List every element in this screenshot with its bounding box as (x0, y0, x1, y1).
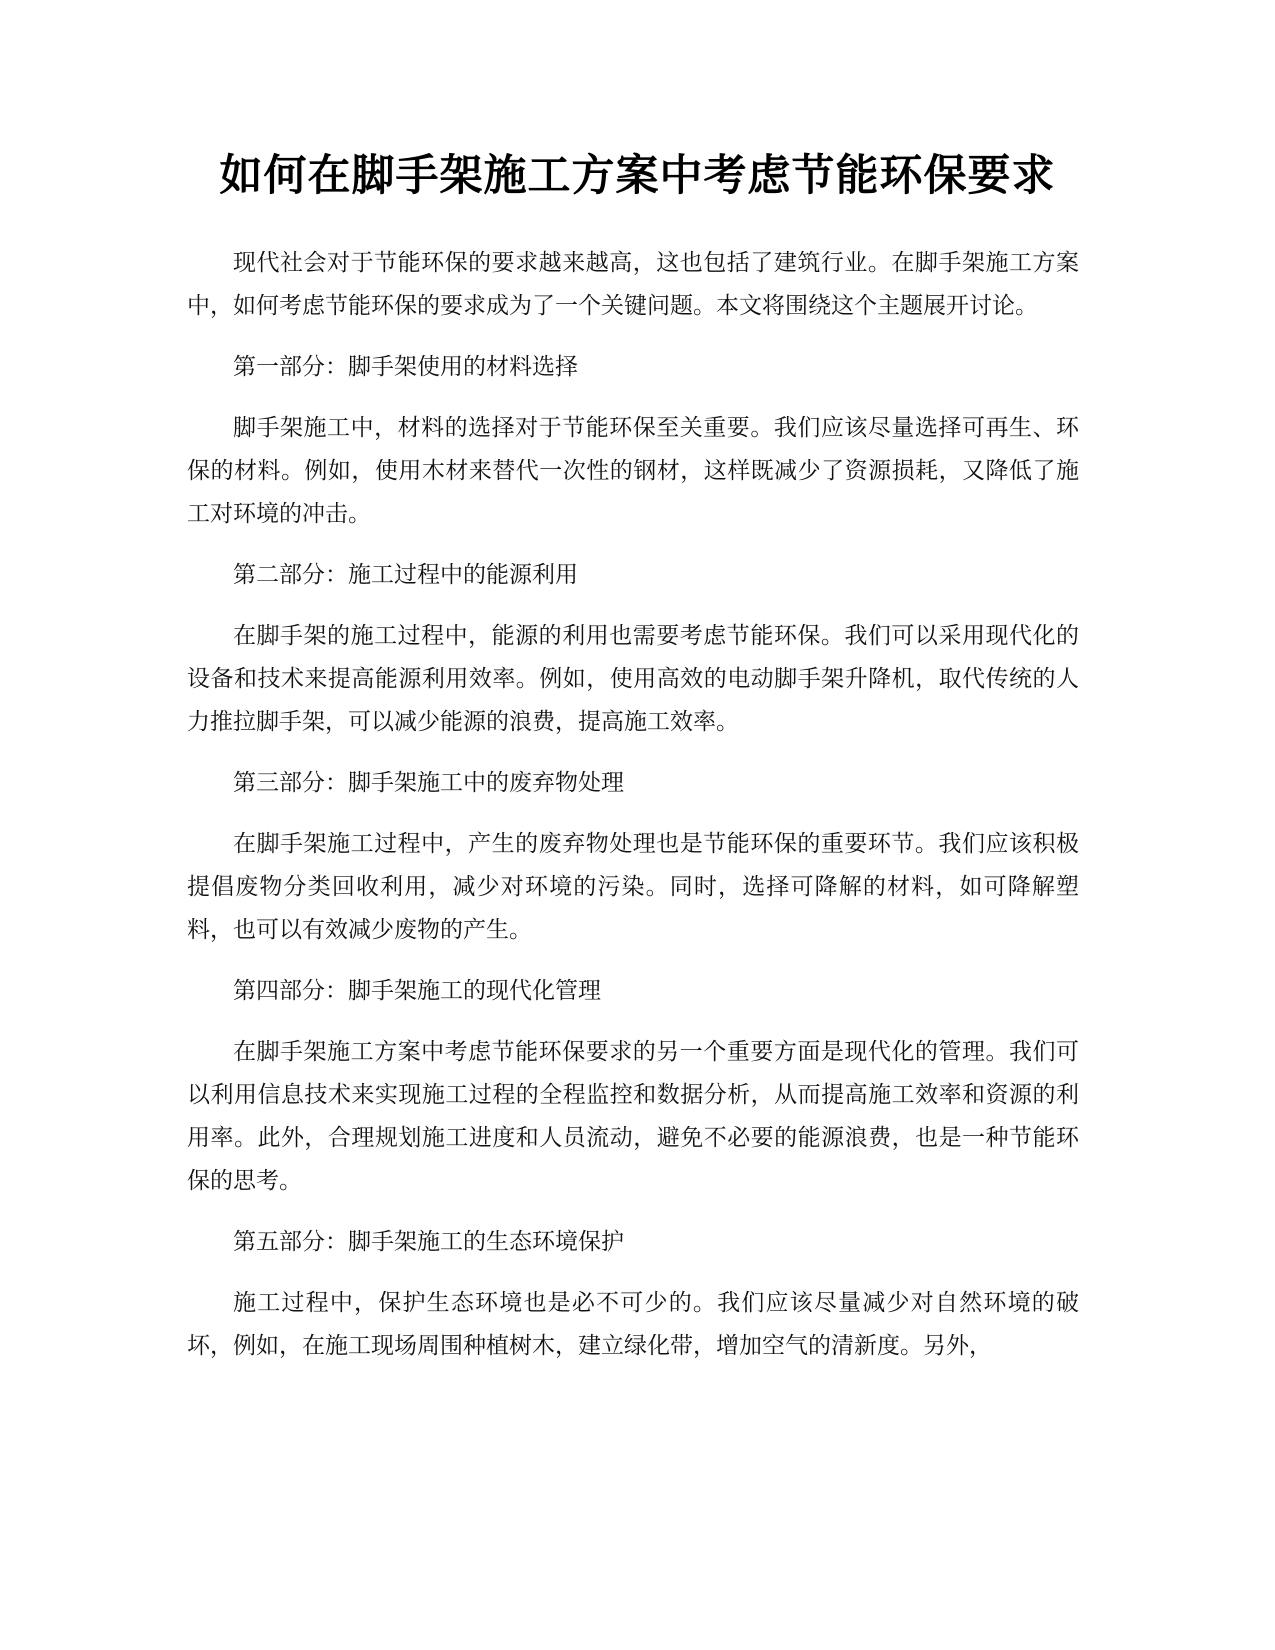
section-body-1: 脚手架施工中，材料的选择对于节能环保至关重要。我们应该尽量选择可再生、环保的材料。例如，使用木材来替代一次性的钢材，这样既减少了资源损耗，又降低了施工对环境的冲击。 (187, 415, 1079, 527)
section-heading-2: 第二部分：施工过程中的能源利用 (233, 562, 578, 588)
section-heading-4: 第四部分：脚手架施工的现代化管理 (233, 978, 601, 1004)
section-body-3: 在脚手架施工过程中，产生的废弃物处理也是节能环保的重要环节。我们应该积极提倡废物分类回收利用，减少对环境的污染。同时，选择可降解的材料，如可降解塑料，也可以有效减少废物的产生。 (187, 831, 1079, 943)
section-heading-1: 第一部分：脚手架使用的材料选择 (233, 354, 578, 380)
intro-paragraph: 现代社会对于节能环保的要求越来越高，这也包括了建筑行业。在脚手架施工方案中，如何考虑节能环保的要求成为了一个关键问题。本文将围绕这个主题展开讨论。 (187, 250, 1079, 319)
section-heading-3: 第三部分：脚手架施工中的废弃物处理 (233, 770, 624, 796)
document-body (187, 242, 1079, 1386)
section-body-5: 施工过程中，保护生态环境也是必不可少的。我们应该尽量减少对自然环境的破坏，例如，在施工现场周围种植树木，建立绿化带，增加空气的清新度。另外， (187, 1290, 1079, 1359)
document-title: 如何在脚手架施工方案中考虑节能环保要求 (219, 151, 1056, 201)
section-body-2: 在脚手架的施工过程中，能源的利用也需要考虑节能环保。我们可以采用现代化的设备和技术来提高能源利用效率。例如，使用高效的电动脚手架升降机，取代传统的人力推拉脚手架，可以减少能源的浪费，提高施工效率。 (187, 623, 1079, 735)
section-heading-5: 第五部分：脚手架施工的生态环境保护 (233, 1229, 624, 1255)
section-body-4: 在脚手架施工方案中考虑节能环保要求的另一个重要方面是现代化的管理。我们可以利用信息技术来实现施工过程的全程监控和数据分析，从而提高施工效率和资源的利用率。此外，合理规划施工进度和人员流动，避免不必要的能源浪费，也是一种节能环保的思考。 (187, 1039, 1079, 1194)
